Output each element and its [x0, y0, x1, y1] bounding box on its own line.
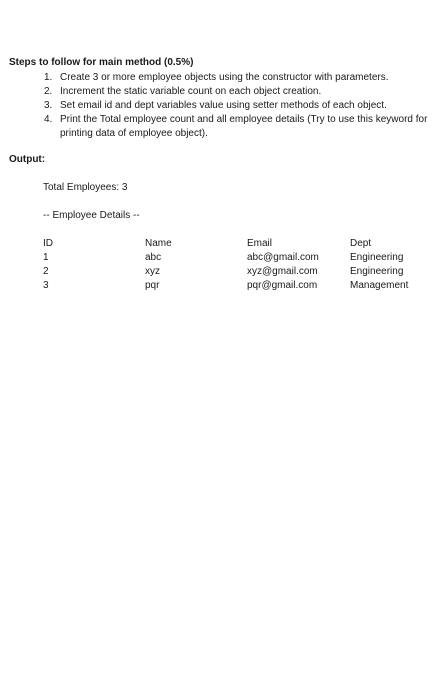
- cell-name: xyz: [145, 266, 160, 277]
- step-text: Set email id and dept variables value using setter methods of each object.: [60, 100, 387, 111]
- cell-dept: Engineering: [350, 266, 404, 277]
- cell-id: 1: [43, 252, 49, 263]
- step-text: Increment the static variable count on each object creation.: [60, 86, 322, 97]
- step-text-continued: printing data of employee object).: [60, 128, 208, 139]
- step-number: 4.: [44, 114, 53, 125]
- cell-email: xyz@gmail.com: [247, 266, 318, 277]
- header-id: ID: [43, 238, 53, 249]
- step-number: 2.: [44, 86, 53, 97]
- total-employees-line: Total Employees: 3: [43, 182, 128, 193]
- employee-details-title: -- Employee Details --: [43, 210, 140, 221]
- step-item: [44, 71, 446, 85]
- cell-name: pqr: [145, 280, 160, 291]
- header-email: Email: [247, 238, 273, 249]
- cell-email: abc@gmail.com: [247, 252, 319, 263]
- cell-email: pqr@gmail.com: [247, 280, 318, 291]
- step-text: Print the Total employee count and all employee details (Try to use this keyword for: [60, 114, 428, 125]
- output-label: Output:: [9, 154, 46, 165]
- step-number: 1.: [44, 72, 53, 83]
- cell-id: 2: [43, 266, 49, 277]
- header-dept: Dept: [350, 238, 372, 249]
- cell-name: abc: [145, 252, 162, 263]
- cell-dept: Management: [350, 280, 409, 291]
- cell-id: 3: [43, 280, 49, 291]
- cell-dept: Engineering: [350, 252, 404, 263]
- steps-list: [44, 71, 446, 141]
- step-item: [44, 99, 446, 113]
- step-number: 3.: [44, 100, 53, 111]
- header-name: Name: [145, 238, 172, 249]
- step-text: Create 3 or more employee objects using the constructor with parameters.: [60, 72, 389, 83]
- steps-heading: Steps to follow for main method (0.5%): [9, 57, 194, 68]
- step-item: [44, 113, 446, 141]
- step-item: [44, 85, 446, 99]
